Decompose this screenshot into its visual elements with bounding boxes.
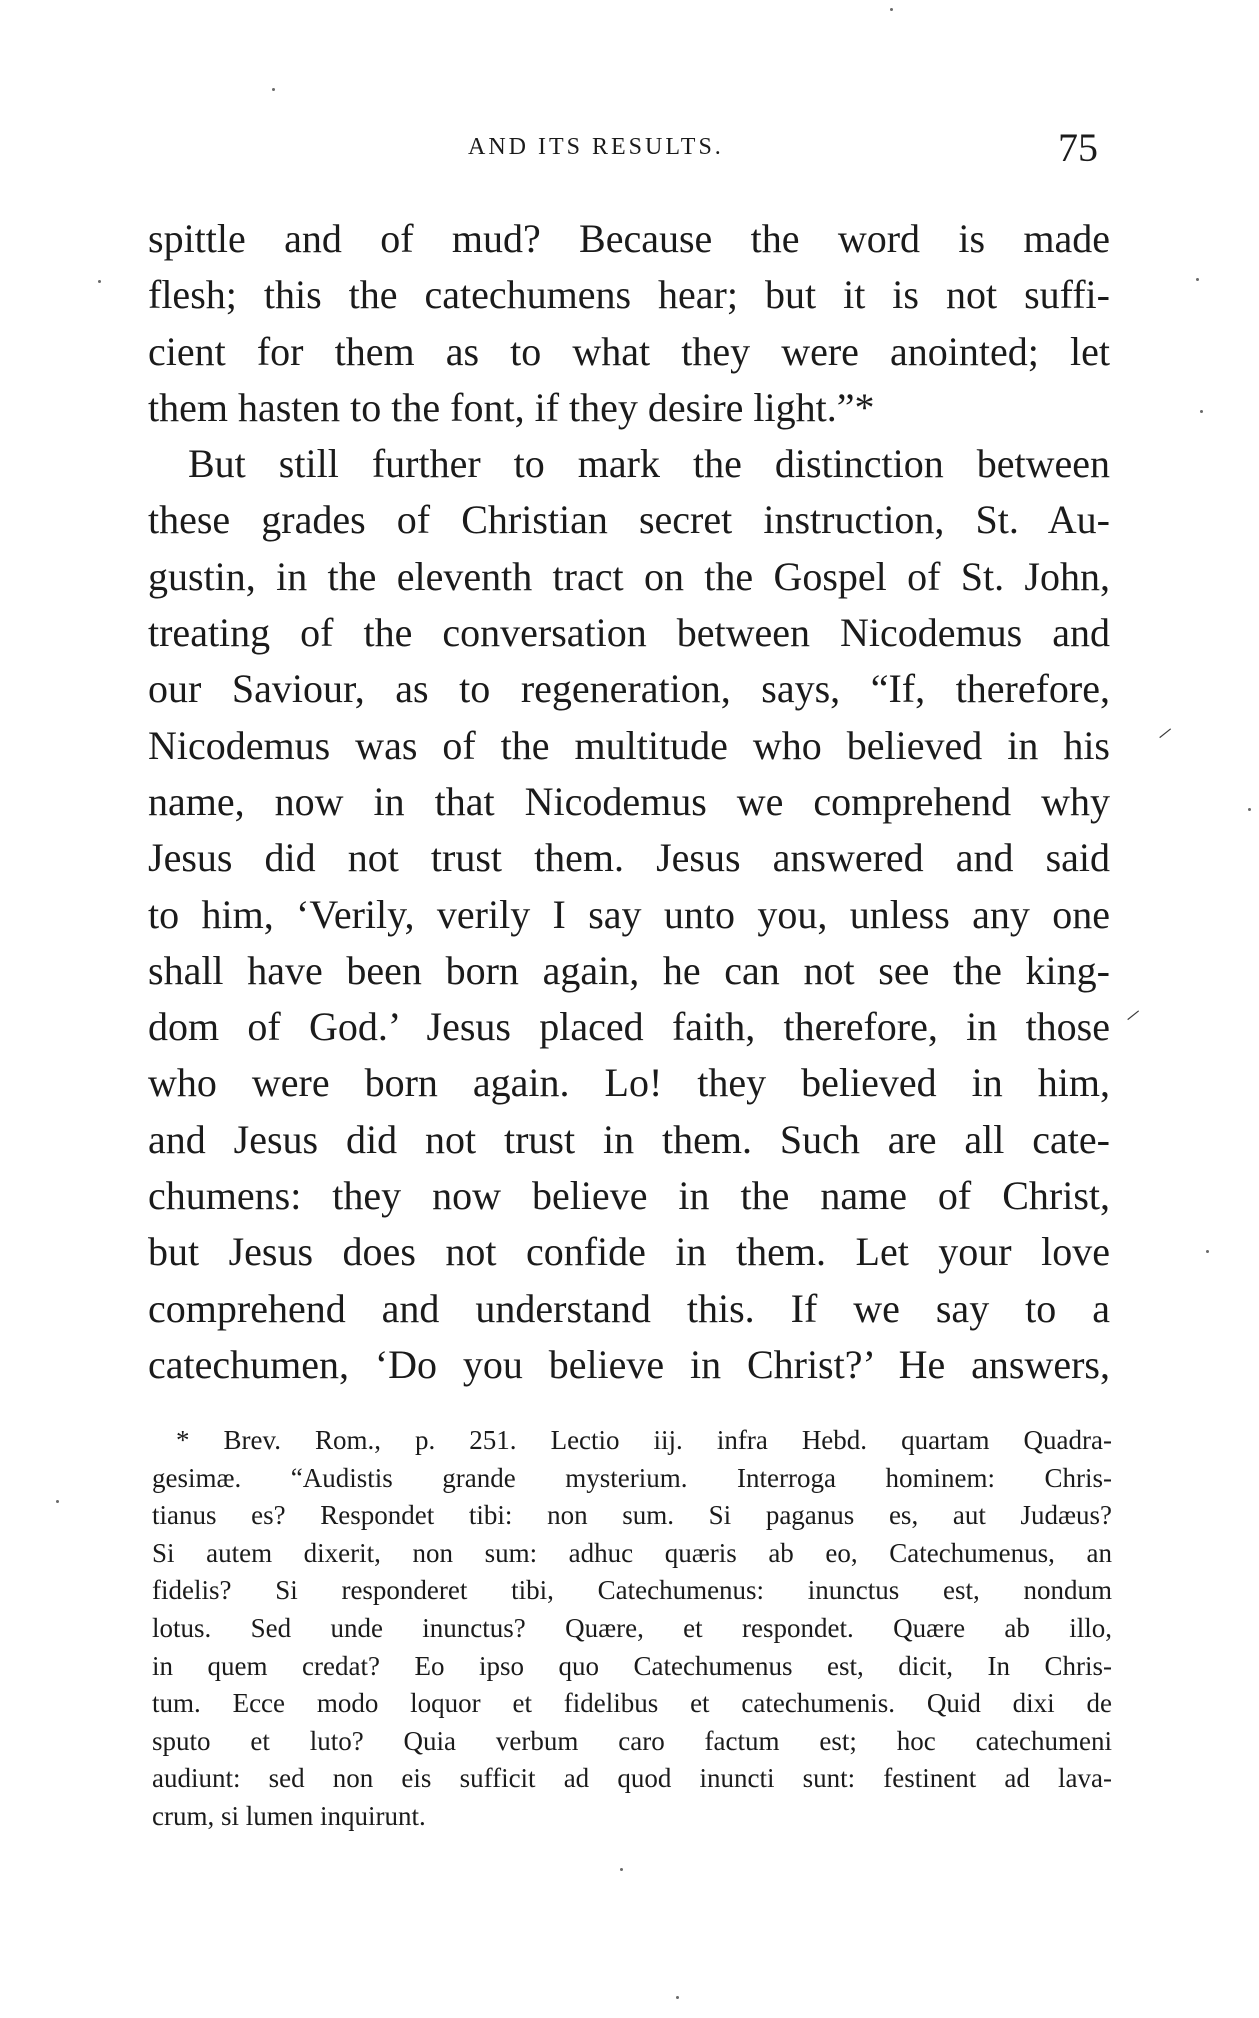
paper-speck [98, 280, 101, 283]
paper-speck [1248, 808, 1251, 811]
body-line: chumens: they now believe in the name of Christ, [148, 1173, 1110, 1219]
footnote-line: in quem credat? Eo ipso quo Catechumenus est, dicit, In Chris- [152, 1650, 1112, 1681]
body-text [148, 211, 1110, 1393]
footnote-line: crum, si lumen inquirunt. [152, 1800, 426, 1831]
body-line: to him, ‘Verily, verily I say unto you, unless any one [148, 891, 1110, 937]
footnote-line: lotus. Sed unde inunctus? Quære, et respondet. Quære ab illo, [152, 1612, 1112, 1643]
footnote-line: gesimæ. “Audistis grande mysterium. Interroga hominem: Chris- [152, 1462, 1112, 1493]
margin-pencil-mark: ⸝ [1126, 995, 1140, 1024]
body-line: these grades of Christian secret instruction, St. Au- [148, 497, 1110, 543]
paper-speck [272, 88, 275, 91]
footnote-line: fidelis? Si responderet tibi, Catechumenus: inunctus est, nondum [152, 1575, 1112, 1606]
paper-speck [56, 1500, 59, 1503]
footnote-line: audiunt: sed non eis sufficit ad quod inuncti sunt: festinent ad lava- [152, 1763, 1112, 1794]
margin-pencil-mark: ⸝ [1158, 713, 1172, 742]
body-line: shall have been born again, he can not see the king- [148, 947, 1110, 993]
body-line: treating of the conversation between Nicodemus and [148, 610, 1110, 656]
body-line: name, now in that Nicodemus we comprehend why [148, 778, 1110, 824]
body-line: Nicodemus was of the multitude who believed in his [148, 722, 1110, 768]
paper-speck [1206, 1250, 1209, 1253]
running-head: AND ITS RESULTS. [468, 134, 724, 160]
body-line: catechumen, ‘Do you believe in Christ?’ He answers, [148, 1341, 1110, 1387]
body-line: but Jesus does not confide in them. Let your love [148, 1229, 1110, 1275]
body-line: our Saviour, as to regeneration, says, “If, therefore, [148, 666, 1110, 712]
body-line: and Jesus did not trust in them. Such are all cate- [148, 1116, 1110, 1162]
paper-speck [620, 1868, 623, 1871]
paper-speck [676, 1996, 679, 1999]
body-line: cient for them as to what they were anointed; let [148, 328, 1110, 374]
body-line: them hasten to the font, if they desire light.”* [148, 384, 875, 430]
footnote-line: sputo et luto? Quia verbum caro factum est; hoc catechumeni [152, 1725, 1112, 1756]
body-line: comprehend and understand this. If we say to a [148, 1285, 1110, 1331]
footnote [152, 1422, 1112, 1836]
paper-speck [890, 8, 893, 11]
paper-speck [1200, 410, 1203, 413]
body-line: gustin, in the eleventh tract on the Gospel of St. John, [148, 553, 1110, 599]
body-line: flesh; this the catechumens hear; but it is not suffi- [148, 272, 1110, 318]
body-line: But still further to mark the distinction between [188, 441, 1110, 487]
footnote-line: tum. Ecce modo loquor et fidelibus et catechumenis. Quid dixi de [152, 1688, 1112, 1719]
page-number: 75 [1058, 125, 1098, 170]
body-line: who were born again. Lo! they believed in him, [148, 1060, 1110, 1106]
body-line: Jesus did not trust them. Jesus answered and said [148, 835, 1110, 881]
footnote-line: Si autem dixerit, non sum: adhuc quæris ab eo, Catechumenus, an [152, 1537, 1112, 1568]
footnote-line: tianus es? Respondet tibi: non sum. Si paganus es, aut Judæus? [152, 1500, 1112, 1531]
body-line: spittle and of mud? Because the word is made [148, 216, 1110, 261]
paper-speck [1196, 278, 1199, 281]
body-line: dom of God.’ Jesus placed faith, therefore, in those [148, 1004, 1110, 1050]
footnote-line: * Brev. Rom., p. 251. Lectio iij. infra Hebd. quartam Quadra- [176, 1425, 1112, 1455]
